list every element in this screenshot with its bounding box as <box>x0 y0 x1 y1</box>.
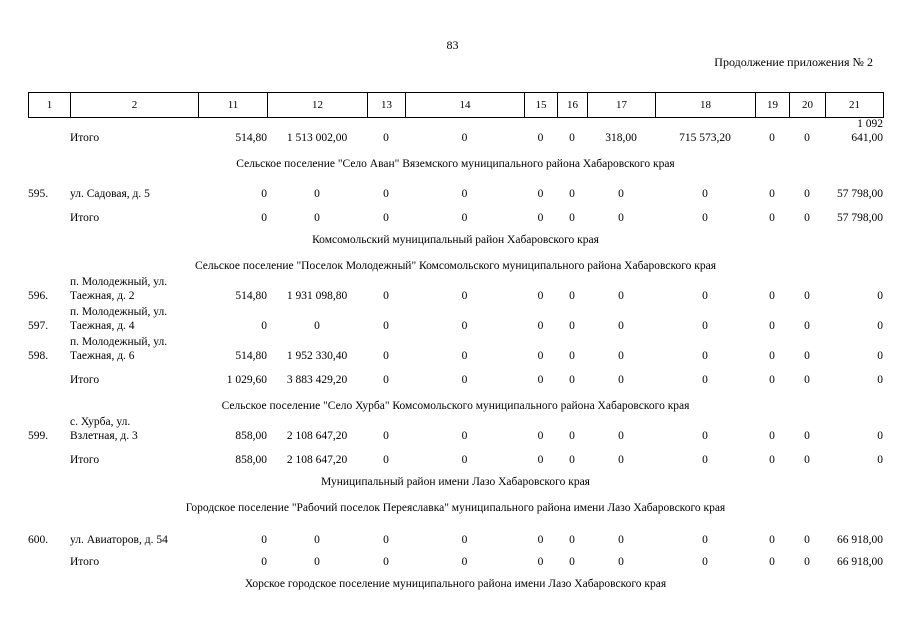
value-cell: 0 <box>804 556 810 568</box>
section-heading-row <box>28 467 883 489</box>
value-cell: 0 <box>383 350 389 362</box>
section-heading: Сельское поселение "Село Аван" Вяземского муниципального района Хабаровского края <box>236 158 675 170</box>
column-header-cell: 13 <box>368 93 406 118</box>
value-cell: 0 <box>537 132 544 144</box>
value-cell: 0 <box>618 454 624 466</box>
value-cell: 0 <box>537 290 544 302</box>
total-row <box>28 547 883 569</box>
address-line-2: Таежная, д. 2 <box>70 290 135 302</box>
value-cell: 0 <box>537 320 544 332</box>
value-cell: 0 <box>569 454 575 466</box>
value-cell: 0 <box>569 430 575 442</box>
address-line-2: Взлетная, д. 3 <box>70 430 138 442</box>
value-cell: 0 <box>877 320 883 332</box>
table-row <box>28 303 883 333</box>
value-cell: 0 <box>569 350 575 362</box>
value-cell: 0 <box>769 350 775 362</box>
value-cell: 0 <box>461 290 468 302</box>
value-cell: 0 <box>461 350 468 362</box>
value-cell: 0 <box>461 430 468 442</box>
column-header-cell: 1 <box>29 93 71 118</box>
section-heading: Комсомольский муниципальный район Хабаровского края <box>312 234 599 246</box>
value-cell: 0 <box>461 534 468 546</box>
section-heading-row <box>28 387 883 413</box>
total-label: Итого <box>70 132 100 144</box>
total-label: Итого <box>70 454 100 466</box>
value-cell: 0 <box>261 212 267 224</box>
address-cell <box>70 303 198 333</box>
value-cell: 0 <box>383 556 389 568</box>
value-cell: 1 029,60 <box>226 374 267 386</box>
value-cell: 858,00 <box>235 454 267 466</box>
value-cell: 0 <box>618 534 624 546</box>
table-row <box>28 515 883 547</box>
value-cell: 0 <box>461 132 468 144</box>
address-line-1: п. Молодежный, ул. <box>70 306 168 318</box>
appendix-continuation-label: Продолжение приложения № 2 <box>714 55 873 69</box>
address-cell <box>70 333 198 363</box>
value-cell: 0 <box>383 132 389 144</box>
value-cell: 0 <box>804 374 810 386</box>
value-cell: 0 <box>804 132 810 144</box>
value-cell: 0 <box>537 534 544 546</box>
column-header-cell: 12 <box>268 93 368 118</box>
value-cell: 0 <box>261 556 267 568</box>
value-cell: 0 <box>804 454 810 466</box>
value-cell: 0 <box>769 556 775 568</box>
column-header-row <box>29 93 884 118</box>
section-heading-row <box>28 225 883 247</box>
value-cell: 0 <box>261 320 267 332</box>
value-cell: 514,80 <box>235 350 267 362</box>
value-cell: 0 <box>537 556 544 568</box>
value-cell: 0 <box>569 534 575 546</box>
value-cell: 0 <box>702 374 708 386</box>
section-heading-row <box>28 569 883 591</box>
section-heading: Муниципальный район имени Лазо Хабаровского края <box>321 476 590 488</box>
value-cell: 0 <box>702 534 708 546</box>
value-cell: 0 <box>702 290 708 302</box>
row-number: 596. <box>28 290 49 302</box>
table-row <box>28 273 883 303</box>
value-cell: 0 <box>702 188 708 200</box>
value-cell: 0 <box>461 454 468 466</box>
value-cell: 0 <box>461 212 468 224</box>
value-cell: 1 931 098,80 <box>286 290 348 302</box>
value-cell: 0 <box>618 430 624 442</box>
value-cell: 0 <box>618 290 624 302</box>
value-cell: 0 <box>537 454 544 466</box>
column-header-cell: 19 <box>756 93 790 118</box>
value-cell: 0 <box>702 320 708 332</box>
value-cell: 0 <box>314 534 320 546</box>
value-cell: 0 <box>804 290 810 302</box>
value-cell: 3 883 429,20 <box>286 374 348 386</box>
value-cell: 0 <box>383 430 389 442</box>
value-cell: 514,80 <box>235 290 267 302</box>
value-cell: 514,80 <box>235 132 267 144</box>
value-cell: 715 573,20 <box>679 132 731 144</box>
address-cell: ул. Авиаторов, д. 54 <box>70 534 168 546</box>
section-heading: Городское поселение "Рабочий поселок Переяславка" муниципального района имени Лазо Хабаровского края <box>185 502 726 514</box>
value-cell: 0 <box>569 212 575 224</box>
value-cell: 2 108 647,20 <box>286 430 348 442</box>
value-cell: 0 <box>537 374 544 386</box>
table-row <box>28 413 883 443</box>
value-cell: 0 <box>383 454 389 466</box>
value-cell: 0 <box>383 212 389 224</box>
value-cell: 318,00 <box>605 132 637 144</box>
value-cell: 0 <box>314 320 320 332</box>
value-cell: 0 <box>702 350 708 362</box>
value-cell: 0 <box>618 320 624 332</box>
value-cell: 0 <box>569 320 575 332</box>
section-heading-row <box>28 489 883 515</box>
column-header-cell: 14 <box>406 93 525 118</box>
value-cell: 0 <box>569 556 575 568</box>
total-row <box>28 363 883 387</box>
value-cell: 0 <box>314 212 320 224</box>
total-row <box>28 443 883 467</box>
value-cell: 0 <box>804 320 810 332</box>
value-cell: 0 <box>877 290 883 302</box>
value-cell: 0 <box>769 374 775 386</box>
value-cell: 0 <box>877 430 883 442</box>
value-cell: 0 <box>261 188 267 200</box>
value-cell: 0 <box>461 556 468 568</box>
data-table <box>28 117 883 591</box>
value-cell: 0 <box>769 212 775 224</box>
column-header-cell: 21 <box>826 93 884 118</box>
value-cell: 0 <box>769 188 775 200</box>
value-cell: 0 <box>804 188 810 200</box>
value-cell: 0 <box>769 290 775 302</box>
value-cell: 0 <box>702 430 708 442</box>
value-cell: 0 <box>314 188 320 200</box>
value-cell: 0 <box>877 374 883 386</box>
value-cell: 0 <box>569 374 575 386</box>
row-number: 600. <box>28 534 49 546</box>
address-line-2: Таежная, д. 4 <box>70 320 135 332</box>
row-number <box>28 363 70 387</box>
column-header-cell: 16 <box>558 93 588 118</box>
value-cell: 0 <box>769 454 775 466</box>
value-cell: 0 <box>383 534 389 546</box>
value-cell: 0 <box>877 454 883 466</box>
value-cell: 66 918,00 <box>837 534 883 546</box>
value-cell: 0 <box>702 454 708 466</box>
address-line-1: с. Хурба, ул. <box>70 416 131 428</box>
value-cell: 0 <box>804 350 810 362</box>
table-row <box>28 171 883 201</box>
column-header-cell: 15 <box>525 93 558 118</box>
value-cell: 0 <box>461 188 468 200</box>
section-heading-row <box>28 247 883 273</box>
value-cell: 0 <box>618 374 624 386</box>
value-cell: 57 798,00 <box>837 188 883 200</box>
row-number <box>28 201 70 225</box>
value-cell: 0 <box>702 212 708 224</box>
address-cell <box>70 273 198 303</box>
total-label: Итого <box>70 556 100 568</box>
section-heading: Хорское городское поселение муниципального района имени Лазо Хабаровского края <box>244 578 667 590</box>
value-cell: 1 092 641,00 <box>851 118 883 144</box>
column-header-cell: 18 <box>656 93 756 118</box>
address-line-1: п. Молодежный, ул. <box>70 276 168 288</box>
value-cell: 0 <box>569 132 575 144</box>
value-cell: 0 <box>804 534 810 546</box>
value-cell: 0 <box>383 188 389 200</box>
value-cell: 0 <box>618 556 624 568</box>
value-cell: 1 952 330,40 <box>286 350 348 362</box>
section-heading: Сельское поселение "Село Хурба" Комсомольского муниципального района Хабаровского края <box>221 400 690 412</box>
value-cell: 0 <box>537 212 544 224</box>
value-cell: 1 513 002,00 <box>286 132 348 144</box>
total-label: Итого <box>70 212 100 224</box>
value-cell: 0 <box>569 188 575 200</box>
column-header-table <box>28 92 884 118</box>
total-row <box>28 117 883 145</box>
row-number: 599. <box>28 430 49 442</box>
table-row <box>28 333 883 363</box>
value-cell: 0 <box>618 188 624 200</box>
value-cell: 0 <box>383 320 389 332</box>
total-row <box>28 201 883 225</box>
value-cell: 0 <box>383 374 389 386</box>
column-header-cell: 20 <box>790 93 826 118</box>
row-number <box>28 117 70 145</box>
address-cell <box>70 413 198 443</box>
value-cell: 0 <box>702 556 708 568</box>
total-label: Итого <box>70 374 100 386</box>
row-number <box>28 443 70 467</box>
value-cell: 0 <box>769 320 775 332</box>
value-cell: 0 <box>537 430 544 442</box>
section-heading: Сельское поселение "Поселок Молодежный" Комсомольского муниципального района Хабаровского края <box>194 260 717 272</box>
row-number: 598. <box>28 350 49 362</box>
column-header-cell: 11 <box>199 93 268 118</box>
value-cell: 0 <box>314 556 320 568</box>
value-cell: 0 <box>261 534 267 546</box>
value-cell: 0 <box>618 350 624 362</box>
value-cell: 0 <box>769 534 775 546</box>
address-line-1: п. Молодежный, ул. <box>70 336 168 348</box>
value-cell: 2 108 647,20 <box>286 454 348 466</box>
value-cell: 0 <box>618 212 624 224</box>
value-cell: 0 <box>537 188 544 200</box>
value-cell: 0 <box>804 430 810 442</box>
value-cell: 0 <box>461 320 468 332</box>
value-cell: 0 <box>769 132 775 144</box>
value-cell: 57 798,00 <box>837 212 883 224</box>
page-number: 83 <box>446 38 459 52</box>
row-number: 597. <box>28 320 49 332</box>
row-number <box>28 547 70 569</box>
column-header-cell: 17 <box>588 93 656 118</box>
address-line-2: Таежная, д. 6 <box>70 350 135 362</box>
value-cell: 66 918,00 <box>837 556 883 568</box>
value-cell: 0 <box>804 212 810 224</box>
value-cell: 0 <box>537 350 544 362</box>
section-heading-row <box>28 145 883 171</box>
value-cell: 0 <box>383 290 389 302</box>
address-cell: ул. Садовая, д. 5 <box>70 188 150 200</box>
row-number: 595. <box>28 188 49 200</box>
column-header-cell: 2 <box>71 93 199 118</box>
value-cell: 0 <box>461 374 468 386</box>
value-cell: 0 <box>769 430 775 442</box>
value-cell: 0 <box>569 290 575 302</box>
value-cell: 858,00 <box>235 430 267 442</box>
value-cell: 0 <box>877 350 883 362</box>
